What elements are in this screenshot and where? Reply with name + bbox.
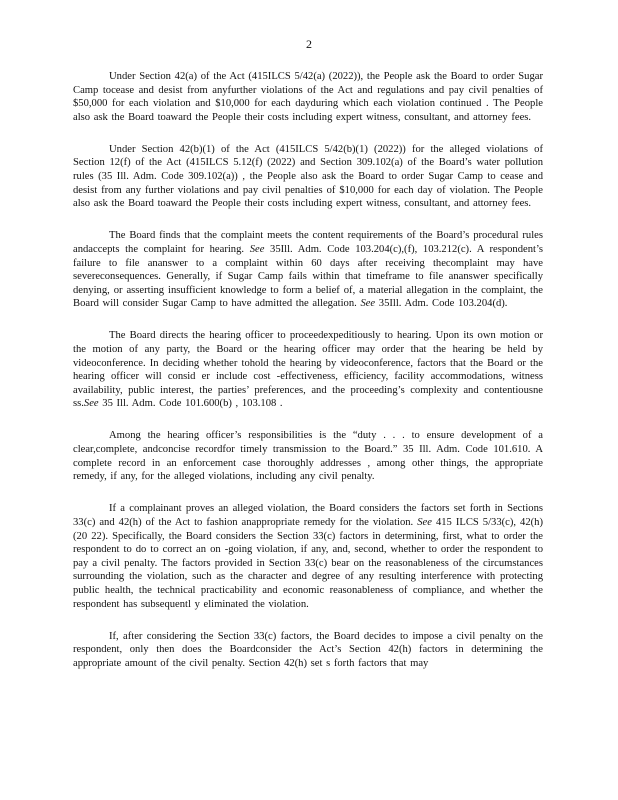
paragraph-section-42b1: Under Section 42(b)(1) of the Act (415ILCS 5/42(b)(1) (2022)) for the alleged violations of Section 12(f) of the Act (415ILCS 5.12(f) (2022) and Section 309.102(a) of the Board’s water pollution rules (35 Ill. Adm. Code 309.102(a)) , the People also ask the Board to order Sugar Camp to cease and desist from any further violations and pay civil penalties of $10,000 for each day of violation. The People also ask the Board toaward the People their costs including expert witness, consultant, and attorney fees. bbox=[73, 143, 543, 210]
paragraph-text: If a complainant proves an alleged violation, the Board considers the factors set forth in Sections 33(c) and 42(h) of the Act to fashion anappropriate remedy for the violation. bbox=[73, 503, 543, 528]
paragraph-text: The Board directs the hearing officer to proceedexpeditiously to hearing. Upon its own motion or the motion of any party, the Board or the hearing officer may order that the hearing be held by videoconference. In deciding whether tohold the hearing by videoconference, factors that the Board or the hearing officer will consid er include cost -effectiveness, efficiency, facility accommodations, witness availability, public interest, the parties’ preferences, and the proceeding’s complexity and contentiousne ss. bbox=[73, 330, 543, 410]
paragraph-text: 35 Ill. Adm. Code 101.600(b) , 103.108 . bbox=[102, 398, 283, 410]
citation-signal: See bbox=[249, 243, 265, 255]
document-body bbox=[73, 70, 543, 689]
paragraph-complaint-acceptance bbox=[73, 229, 543, 311]
paragraph-remedy-factors bbox=[73, 502, 543, 611]
paragraph-text: 35Ill. Adm. Code 103.204(d). bbox=[378, 298, 508, 310]
paragraph-text: The Board finds that the complaint meets the content requirements of the Board’s procedural rules andaccepts the complaint for hearing. bbox=[73, 230, 543, 255]
paragraph-text: 415 ILCS 5/33(c), 42(h) (20 22). Specifically, the Board considers the Section 33(c) factors in determining, first, what to order the respondent to do to correct an on -going violation, if any, and, second, whether to order the respondent to pay a civil penalty. The factors provided in Section 33(c) bear on the reasonableness of the circumstances surrounding the violation, such as the character and degree of any resulting interference with protecting public health, the technical practicability and economic reasonableness of compliance, and whether the respondent has subsequentl y eliminated the violation. bbox=[73, 516, 543, 610]
citation-signal: See bbox=[83, 398, 99, 410]
citation-signal: See bbox=[360, 298, 376, 310]
paragraph-civil-penalty: If, after considering the Section 33(c) factors, the Board decides to impose a civil penalty on the respondent, only then does the Boardconsider the Act’s Section 42(h) factors in determining the appropriate amount of the civil penalty. Section 42(h) set s forth factors that may bbox=[73, 630, 543, 669]
page-number: 2 bbox=[306, 37, 312, 51]
paragraph-hearing-directive bbox=[73, 329, 543, 411]
citation-signal: See bbox=[417, 516, 432, 528]
paragraph-text: 35Ill. Adm. Code 103.204(c),(f), 103.212(c). A respondent’s failure to file ananswer to a complaint within 60 days after receiving thecomplaint may have severeconsequences. Generally, if Sugar Camp fails within that timeframe to file ananswer specifically denying, or asserting insufficient knowledge to form a belief of, a material allegation in the complaint, the Board will consider Sugar Camp to have admitted the allegation. bbox=[73, 243, 544, 310]
paragraph-hearing-officer-duties: Among the hearing officer’s responsibilities is the “duty . . . to ensure development of a clear,complete, andconcise recordfor timely transmission to the Board.” 35 Ill. Adm. Code 101.610. A complete record in an enforcement case thoroughly addresses , among other things, the appropriate remedy, if any, for the alleged violations, including any civil penalty. bbox=[73, 430, 543, 483]
paragraph-section-42a: Under Section 42(a) of the Act (415ILCS 5/42(a) (2022)), the People ask the Board to order Sugar Camp tocease and desist from anyfurther violations of the Act and regulations and pay civil penalties of $50,000 for each violation and $10,000 for each dayduring which each violation continued . The People also ask the Board toaward the People their costs including expert witness, consultant, and attorney fees. bbox=[73, 71, 543, 123]
